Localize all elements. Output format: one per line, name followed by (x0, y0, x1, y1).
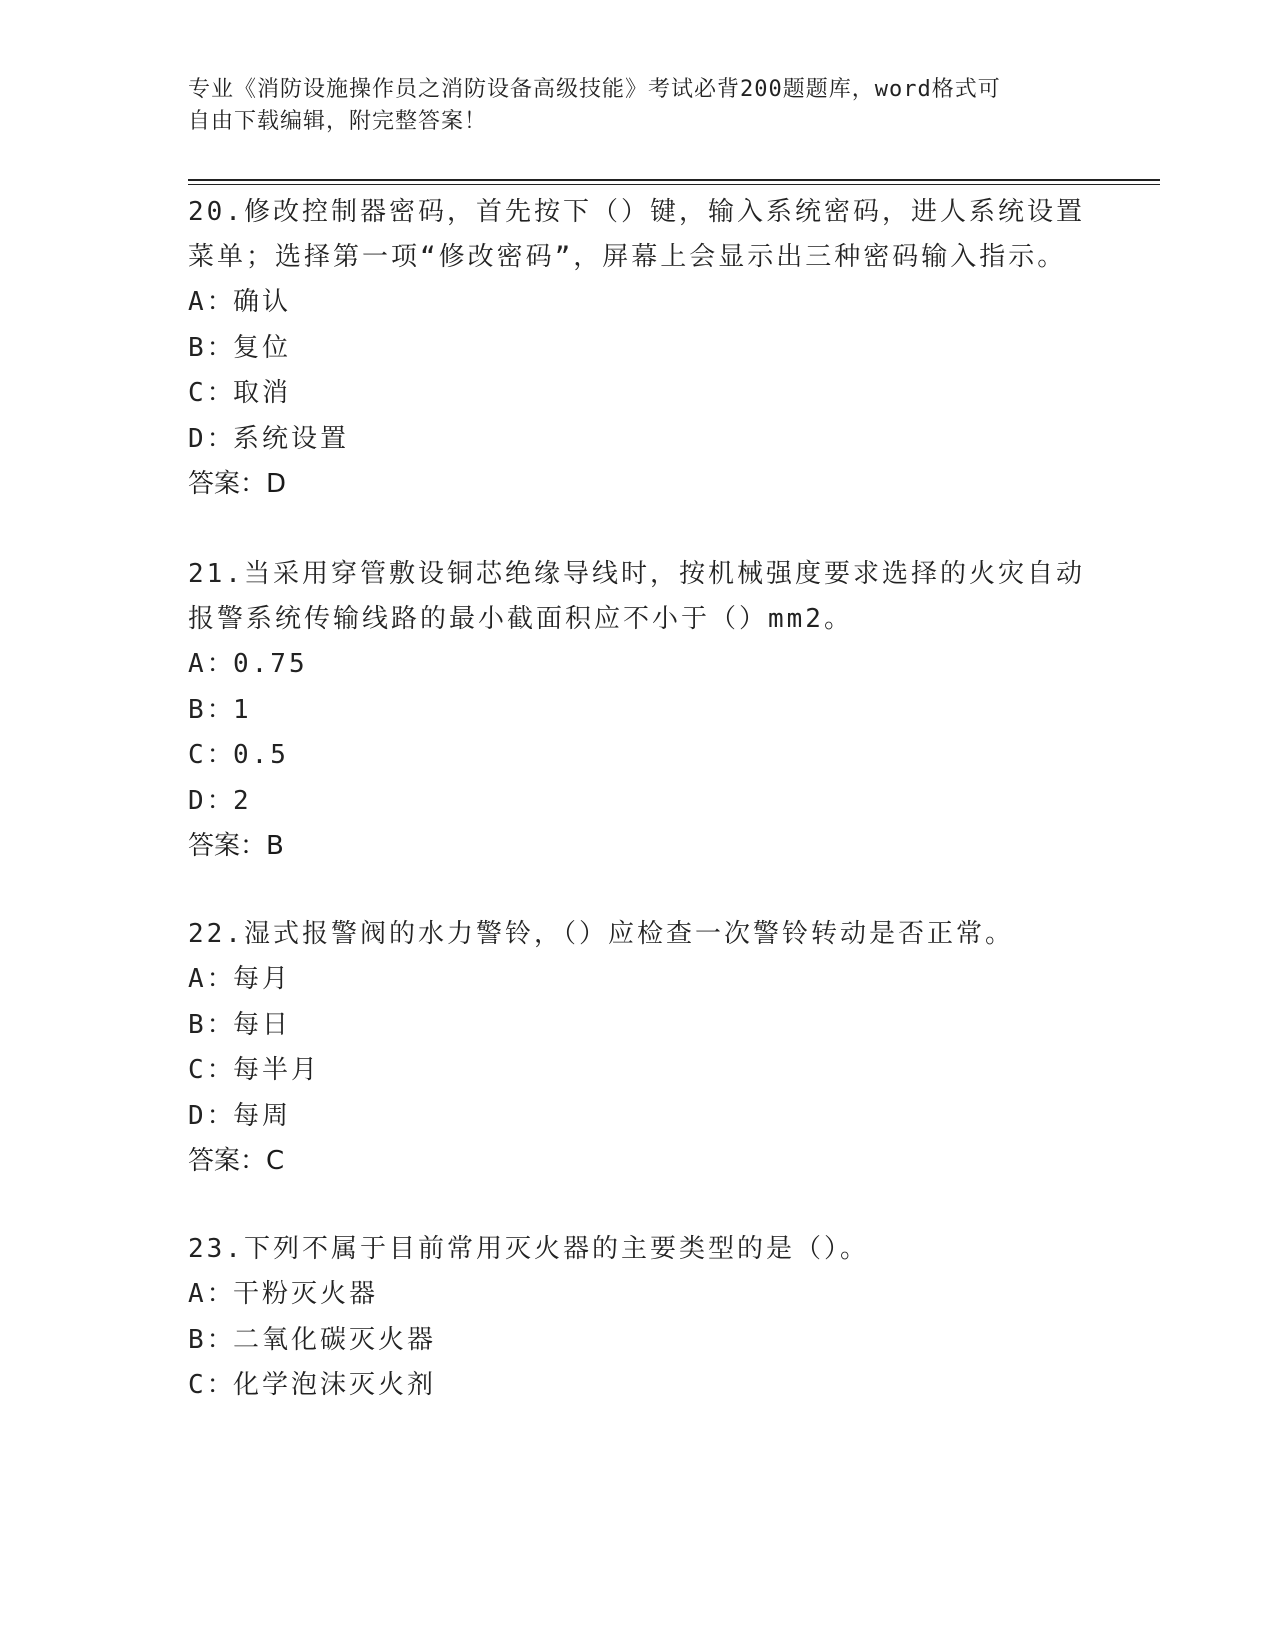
option-letter: A： (188, 964, 236, 994)
question-spacer (188, 1184, 1088, 1227)
option-text: 干粉灭火器 (233, 1279, 379, 1309)
option-d (188, 417, 1088, 463)
option-letter: D： (188, 785, 236, 816)
option-text: 每半月 (233, 1055, 321, 1085)
option-text: 0.5 (233, 740, 289, 770)
option-a (188, 642, 1088, 688)
option-letter: B： (188, 694, 236, 725)
question-spacer (188, 869, 1088, 912)
question-stem: 22.湿式报警阀的水力警铃，（）应检查一次警铃转动是否正常。 (188, 919, 1014, 949)
option-text: 0.75 (233, 649, 308, 679)
option-letter: A： (188, 649, 236, 679)
header-divider-thin (188, 184, 1160, 185)
option-d (188, 779, 1088, 825)
option-text: 每日 (233, 1009, 292, 1040)
option-letter: A： (188, 287, 236, 317)
option-letter: C： (188, 740, 236, 770)
option-text: 确认 (233, 287, 292, 317)
option-a (188, 957, 1088, 1003)
answer-line: 答案：C (188, 1146, 285, 1176)
question-20 (188, 190, 1088, 507)
option-letter: C： (188, 1370, 236, 1400)
question-stem: 23.下列不属于目前常用灭火器的主要类型的是（）。 (188, 1234, 869, 1264)
option-text: 2 (233, 785, 252, 816)
option-b (188, 1003, 1088, 1049)
document-header (188, 74, 1088, 138)
option-letter: A： (188, 1279, 236, 1309)
answer-line: 答案：B (188, 831, 284, 861)
option-c (188, 1363, 1088, 1409)
option-text: 系统设置 (233, 423, 350, 454)
option-b (188, 326, 1088, 372)
question-spacer (188, 507, 1088, 552)
option-letter: D： (188, 1100, 236, 1131)
question-23 (188, 1227, 1088, 1409)
option-d (188, 1094, 1088, 1140)
option-letter: C： (188, 1055, 236, 1085)
header-divider-thick (188, 179, 1160, 181)
option-letter: B： (188, 1324, 236, 1355)
option-text: 1 (233, 694, 252, 725)
answer-line: 答案：D (188, 469, 287, 499)
option-letter: B： (188, 1009, 236, 1040)
question-stem: 21.当采用穿管敷设铜芯绝缘导线时，按机械强度要求选择的火灾自动报警系统传输线路的最小截面积应不小于（）mm2。 (188, 559, 1085, 634)
option-letter: B： (188, 332, 236, 363)
header-line-1: 专业《消防设施操作员之消防设备高级技能》考试必背200题题库，word格式可 (188, 77, 1001, 102)
option-a (188, 280, 1088, 326)
option-text: 每月 (233, 964, 292, 994)
option-b (188, 688, 1088, 734)
question-21 (188, 552, 1088, 869)
option-letter: D： (188, 423, 236, 454)
question-stem: 20.修改控制器密码，首先按下（）键，输入系统密码，进人系统设置菜单；选择第一项“修改密码”，屏幕上会显示出三种密码输入指示。 (188, 197, 1085, 272)
question-list (188, 190, 1088, 1409)
option-c (188, 371, 1088, 417)
option-a (188, 1272, 1088, 1318)
header-line-2: 自由下载编辑，附完整答案！ (188, 109, 488, 134)
option-text: 复位 (233, 332, 292, 363)
option-text: 取消 (233, 378, 292, 408)
option-letter: C： (188, 378, 236, 408)
option-text: 二氧化碳灭火器 (233, 1324, 437, 1355)
option-c (188, 1048, 1088, 1094)
option-text: 每周 (233, 1100, 292, 1131)
option-c (188, 733, 1088, 779)
option-text: 化学泡沫灭火剂 (233, 1370, 437, 1400)
option-b (188, 1318, 1088, 1364)
question-22 (188, 912, 1088, 1184)
